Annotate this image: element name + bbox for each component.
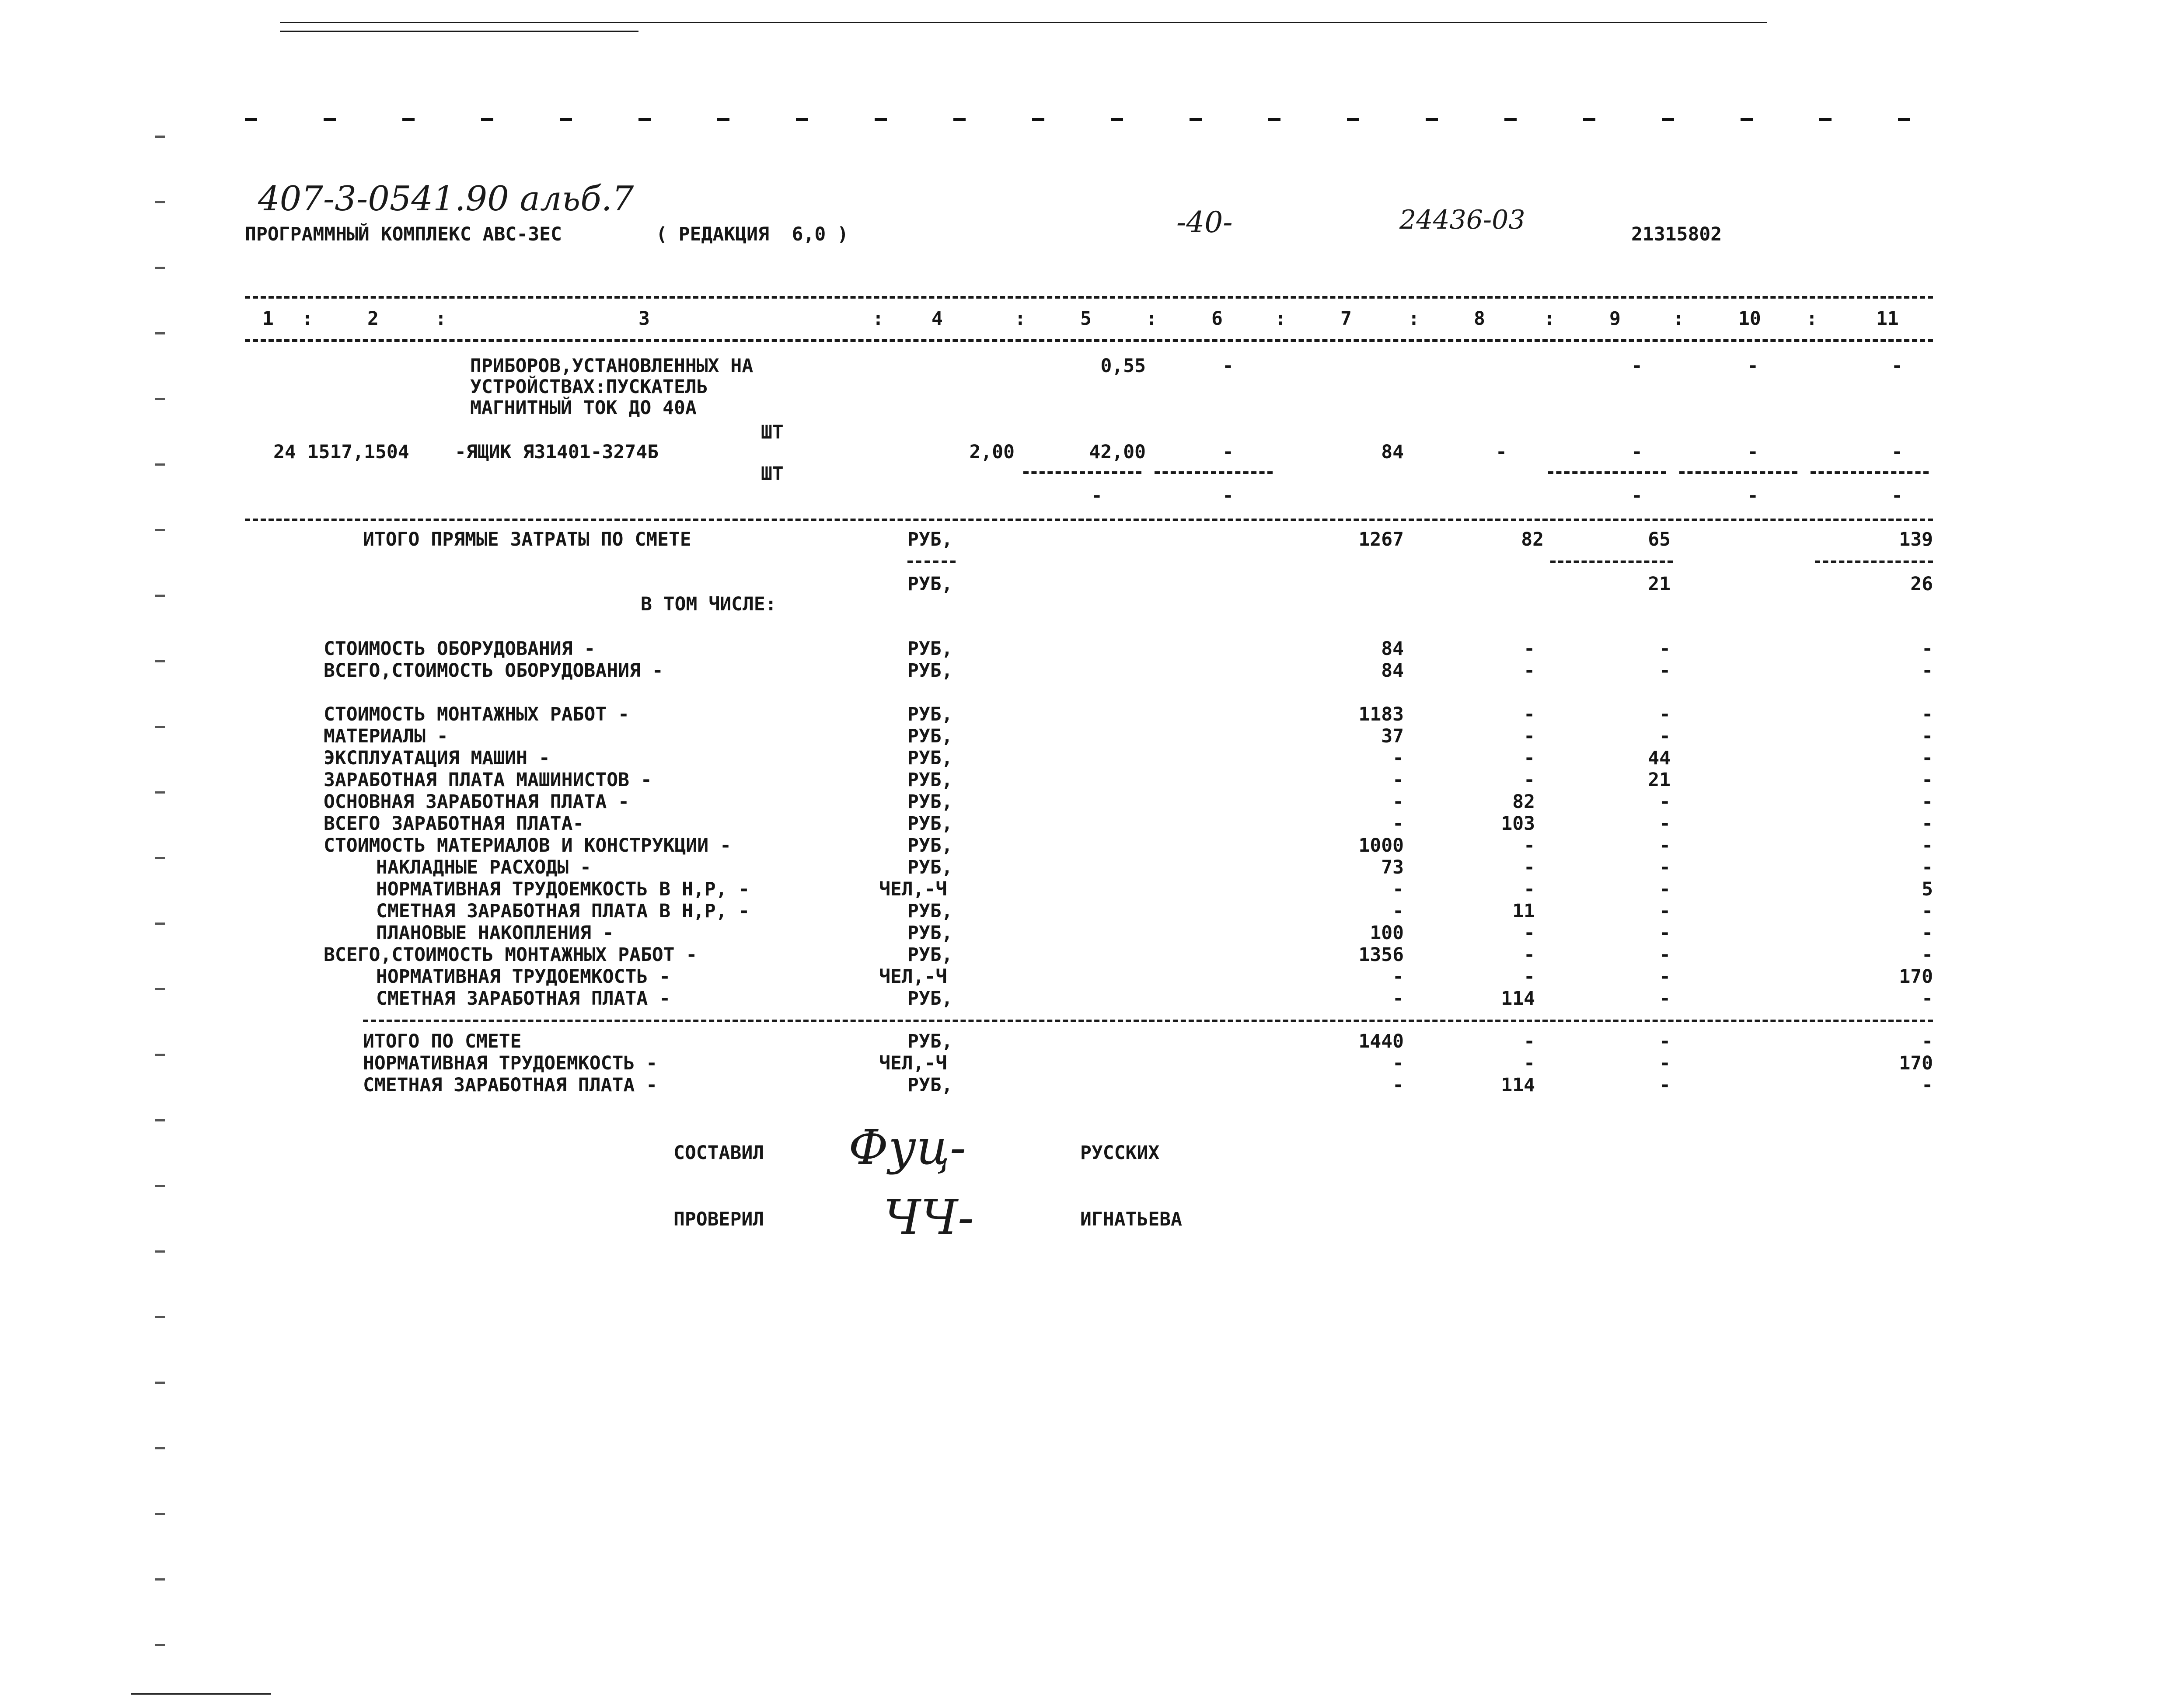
margin-mark bbox=[155, 1185, 165, 1187]
margin-mark bbox=[155, 1250, 165, 1253]
row-c11: - bbox=[1922, 791, 1933, 813]
column-header-11: 11 bbox=[1876, 308, 1899, 330]
header-top-rule bbox=[245, 296, 1933, 299]
row-c7: - bbox=[1392, 878, 1404, 900]
second-unit: РУБ, bbox=[907, 573, 953, 595]
row-c8: - bbox=[1524, 703, 1535, 725]
second-c11: 26 bbox=[1910, 573, 1933, 595]
row-c11: - bbox=[1922, 900, 1933, 922]
row-c11: - bbox=[1922, 747, 1933, 769]
margin-mark bbox=[155, 726, 165, 728]
row-c8: - bbox=[1524, 835, 1535, 856]
row-unit: ЧЕЛ,-Ч bbox=[879, 878, 947, 900]
column-separator: : bbox=[302, 308, 313, 330]
row-label: СМЕТНАЯ ЗАРАБОТНАЯ ПЛАТА - bbox=[363, 1074, 658, 1096]
row-c9: 44 bbox=[1648, 747, 1671, 769]
row-c11: - bbox=[1922, 856, 1933, 878]
column-header-6: 6 bbox=[1211, 308, 1223, 330]
row-c7: - bbox=[1392, 1074, 1404, 1096]
row-c9: - bbox=[1659, 660, 1671, 682]
row-unit: РУБ, bbox=[907, 835, 953, 856]
row-unit: РУБ, bbox=[907, 769, 953, 791]
program-name: ПРОГРАММНЫЙ КОМПЛЕКС АВС-3ЕС bbox=[245, 223, 562, 245]
direct-costs-unit: РУБ, bbox=[907, 529, 953, 550]
row-c11: - bbox=[1922, 835, 1933, 856]
row-c9: - bbox=[1659, 966, 1671, 988]
row-c9: - bbox=[1659, 1074, 1671, 1096]
item-row-name: -ЯЩИК Я31401-3274Б bbox=[455, 441, 659, 463]
row-label: ВСЕГО,СТОИМОСТЬ МОНТАЖНЫХ РАБОТ - bbox=[324, 944, 698, 966]
row-c8: - bbox=[1524, 878, 1535, 900]
column-header-5: 5 bbox=[1080, 308, 1092, 330]
second-c9: 21 bbox=[1648, 573, 1671, 595]
perforation-dash bbox=[1662, 118, 1674, 121]
row-c7: - bbox=[1392, 791, 1404, 813]
row-unit: ЧЕЛ,-Ч bbox=[879, 966, 947, 988]
direct-costs-c9: 65 bbox=[1648, 529, 1671, 550]
dash: - bbox=[1747, 441, 1758, 463]
row-c8: 114 bbox=[1501, 1074, 1535, 1096]
column-separator: : bbox=[435, 308, 447, 330]
perforation-dash bbox=[953, 118, 966, 121]
item-price-1: 0,55 bbox=[1100, 355, 1146, 377]
column-separator: : bbox=[1673, 308, 1684, 330]
rule bbox=[1155, 471, 1273, 474]
row-unit: РУБ, bbox=[907, 638, 953, 660]
row-label: ВСЕГО,СТОИМОСТЬ ОБОРУДОВАНИЯ - bbox=[324, 660, 663, 682]
perforation-dash bbox=[1741, 118, 1753, 121]
row-c11: - bbox=[1922, 1074, 1933, 1096]
row-c8: - bbox=[1524, 966, 1535, 988]
dash: - bbox=[1222, 355, 1234, 377]
margin-mark bbox=[155, 529, 165, 531]
row-label: ПЛАНОВЫЕ НАКОПЛЕНИЯ - bbox=[376, 922, 614, 944]
row-c9: - bbox=[1659, 988, 1671, 1010]
row-c7: - bbox=[1392, 900, 1404, 922]
margin-mark bbox=[155, 791, 165, 794]
row-c9: - bbox=[1659, 922, 1671, 944]
row-c11: - bbox=[1922, 725, 1933, 747]
row-c7: 1183 bbox=[1358, 703, 1404, 725]
row-c8: - bbox=[1524, 856, 1535, 878]
dash: - bbox=[1631, 355, 1643, 377]
column-separator: : bbox=[1408, 308, 1420, 330]
row-c7: - bbox=[1392, 1052, 1404, 1074]
column-header-7: 7 bbox=[1340, 308, 1352, 330]
dash: - bbox=[1747, 355, 1758, 377]
perforation-dash bbox=[1583, 118, 1595, 121]
margin-mark bbox=[155, 1578, 165, 1581]
program-edition: ( РЕДАКЦИЯ 6,0 ) bbox=[656, 223, 849, 245]
row-c8: - bbox=[1524, 944, 1535, 966]
row-label: ЗАРАБОТНАЯ ПЛАТА МАШИНИСТОВ - bbox=[324, 769, 652, 791]
margin-mark bbox=[155, 267, 165, 269]
item-price-2: 42,00 bbox=[1089, 441, 1146, 463]
margin-mark bbox=[155, 857, 165, 859]
margin-mark bbox=[155, 201, 165, 203]
row-unit: РУБ, bbox=[907, 944, 953, 966]
rule bbox=[1548, 471, 1666, 474]
dash: - bbox=[1222, 485, 1234, 507]
direct-costs-label: ИТОГО ПРЯМЫЕ ЗАТРАТЫ ПО СМЕТЕ bbox=[363, 529, 691, 550]
perforation-dash bbox=[402, 118, 415, 121]
margin-mark bbox=[155, 136, 165, 138]
column-header-1: 1 bbox=[262, 308, 274, 330]
row-c8: 114 bbox=[1501, 988, 1535, 1010]
margin-mark bbox=[155, 1447, 165, 1449]
row-unit: РУБ, bbox=[907, 813, 953, 835]
column-separator: : bbox=[1544, 308, 1555, 330]
compiled-name: РУССКИХ bbox=[1080, 1142, 1160, 1164]
column-separator: : bbox=[1275, 308, 1286, 330]
row-c8: 82 bbox=[1512, 791, 1535, 813]
column-header-9: 9 bbox=[1609, 308, 1621, 330]
perforation-dash bbox=[1268, 118, 1280, 121]
rule bbox=[1815, 561, 1933, 563]
perforation-dash bbox=[560, 118, 572, 121]
row-label: СТОИМОСТЬ ОБОРУДОВАНИЯ - bbox=[324, 638, 596, 660]
row-label: НОРМАТИВНАЯ ТРУДОЕМКОСТЬ - bbox=[363, 1052, 658, 1074]
row-c9: - bbox=[1659, 791, 1671, 813]
row-c9: 21 bbox=[1648, 769, 1671, 791]
program-code: 21315802 bbox=[1631, 223, 1722, 245]
row-c8: - bbox=[1524, 1052, 1535, 1074]
column-header-10: 10 bbox=[1738, 308, 1761, 330]
row-c11: - bbox=[1922, 922, 1933, 944]
margin-mark bbox=[155, 1644, 165, 1646]
item-desc-line: МАГНИТНЫЙ ТОК ДО 40А bbox=[470, 397, 697, 419]
checked-signature: ЧЧ- bbox=[883, 1189, 974, 1245]
item-desc-line: УСТРОЙСТВАХ:ПУСКАТЕЛЬ bbox=[470, 376, 708, 398]
item-unit-1: ШТ bbox=[761, 421, 784, 443]
top-rule-2 bbox=[280, 31, 638, 32]
row-label: НОРМАТИВНАЯ ТРУДОЕМКОСТЬ В Н,Р, - bbox=[376, 878, 750, 900]
row-c11: - bbox=[1922, 660, 1933, 682]
margin-mark bbox=[155, 1316, 165, 1318]
checked-name: ИГНАТЬЕВА bbox=[1080, 1208, 1182, 1230]
row-label: НОРМАТИВНАЯ ТРУДОЕМКОСТЬ - bbox=[376, 966, 671, 988]
margin-mark bbox=[155, 595, 165, 597]
perforation-dash bbox=[717, 118, 729, 121]
margin-mark bbox=[155, 660, 165, 662]
row-label: ВСЕГО ЗАРАБОТНАЯ ПЛАТА- bbox=[324, 813, 584, 835]
row-unit: РУБ, bbox=[907, 922, 953, 944]
rule bbox=[907, 561, 956, 563]
row-label: ОСНОВНАЯ ЗАРАБОТНАЯ ПЛАТА - bbox=[324, 791, 629, 813]
margin-mark bbox=[155, 1513, 165, 1515]
rule bbox=[1023, 471, 1141, 474]
row-c11: 170 bbox=[1899, 966, 1933, 988]
row-c8: 103 bbox=[1501, 813, 1535, 835]
dash: - bbox=[1496, 441, 1507, 463]
perforation-dash bbox=[638, 118, 651, 121]
margin-mark bbox=[155, 332, 165, 334]
row-c9: - bbox=[1659, 1031, 1671, 1052]
row-c7: - bbox=[1392, 966, 1404, 988]
perforation-dash bbox=[1111, 118, 1123, 121]
margin-mark bbox=[155, 1054, 165, 1056]
row-c11: - bbox=[1922, 813, 1933, 835]
row-c8: - bbox=[1524, 769, 1535, 791]
rule bbox=[1550, 561, 1673, 563]
row-c11: - bbox=[1922, 769, 1933, 791]
perforation-dash bbox=[1898, 118, 1910, 121]
perforation-dash bbox=[1426, 118, 1438, 121]
row-unit: РУБ, bbox=[907, 791, 953, 813]
column-separator: : bbox=[872, 308, 884, 330]
direct-costs-c7: 1267 bbox=[1358, 529, 1404, 550]
row-c8: - bbox=[1524, 638, 1535, 660]
margin-mark bbox=[155, 1382, 165, 1384]
row-c9: - bbox=[1659, 856, 1671, 878]
including-label: В ТОМ ЧИСЛЕ: bbox=[641, 593, 777, 615]
item-quantity: 2,00 bbox=[969, 441, 1015, 463]
row-c7: 1000 bbox=[1358, 835, 1404, 856]
row-c11: - bbox=[1922, 988, 1933, 1010]
row-label: СМЕТНАЯ ЗАРАБОТНАЯ ПЛАТА - bbox=[376, 988, 671, 1010]
row-label: СТОИМОСТЬ МАТЕРИАЛОВ И КОНСТРУКЦИИ - bbox=[324, 835, 731, 856]
item-desc-line: ПРИБОРОВ,УСТАНОВЛЕННЫХ НА bbox=[470, 355, 754, 377]
row-c8: - bbox=[1524, 922, 1535, 944]
perforation-dash bbox=[324, 118, 336, 121]
row-c9: - bbox=[1659, 878, 1671, 900]
row-label: ЭКСПЛУАТАЦИЯ МАШИН - bbox=[324, 747, 550, 769]
row-c9: - bbox=[1659, 703, 1671, 725]
item-row-code: 24 1517,1504 bbox=[273, 441, 409, 463]
row-unit: РУБ, bbox=[907, 660, 953, 682]
row-c7: - bbox=[1392, 988, 1404, 1010]
perforation-dash bbox=[796, 118, 808, 121]
row-c11: 170 bbox=[1899, 1052, 1933, 1074]
row-label: СМЕТНАЯ ЗАРАБОТНАЯ ПЛАТА В Н,Р, - bbox=[376, 900, 750, 922]
margin-mark bbox=[155, 463, 165, 466]
margin-mark bbox=[155, 923, 165, 925]
row-c9: - bbox=[1659, 1052, 1671, 1074]
row-c7: - bbox=[1392, 747, 1404, 769]
row-label: ИТОГО ПО СМЕТЕ bbox=[363, 1031, 522, 1052]
item-unit-2: ШТ bbox=[761, 463, 784, 485]
perforation-dash bbox=[245, 118, 257, 121]
column-separator: : bbox=[1015, 308, 1026, 330]
row-c7: 1440 bbox=[1358, 1031, 1404, 1052]
dash: - bbox=[1631, 485, 1643, 507]
row-unit: РУБ, bbox=[907, 725, 953, 747]
row-c7: 100 bbox=[1370, 922, 1404, 944]
row-c8: - bbox=[1524, 725, 1535, 747]
margin-mark bbox=[155, 1119, 165, 1121]
row-c7: 37 bbox=[1381, 725, 1404, 747]
row-c8: - bbox=[1524, 660, 1535, 682]
row-c7: 73 bbox=[1381, 856, 1404, 878]
row-unit: РУБ, bbox=[907, 1074, 953, 1096]
column-header-8: 8 bbox=[1474, 308, 1485, 330]
handwritten-doc-number: 24436-03 bbox=[1399, 205, 1525, 235]
row-c11: - bbox=[1922, 1031, 1933, 1052]
totals-top-rule bbox=[245, 519, 1933, 521]
direct-costs-c8: 82 bbox=[1521, 529, 1544, 550]
rule bbox=[1811, 471, 1929, 474]
row-unit: РУБ, bbox=[907, 747, 953, 769]
dash: - bbox=[1891, 441, 1903, 463]
compiled-label: СОСТАВИЛ bbox=[673, 1142, 764, 1164]
row-unit: РУБ, bbox=[907, 703, 953, 725]
column-header-4: 4 bbox=[932, 308, 943, 330]
perforation-dash bbox=[1819, 118, 1832, 121]
row-c9: - bbox=[1659, 835, 1671, 856]
row-label: НАКЛАДНЫЕ РАСХОДЫ - bbox=[376, 856, 591, 878]
row-c7: 84 bbox=[1381, 638, 1404, 660]
margin-mark bbox=[155, 988, 165, 990]
dash: - bbox=[1747, 485, 1758, 507]
row-unit: РУБ, bbox=[907, 988, 953, 1010]
row-c9: - bbox=[1659, 725, 1671, 747]
row-c9: - bbox=[1659, 900, 1671, 922]
row-label: СТОИМОСТЬ МОНТАЖНЫХ РАБОТ - bbox=[324, 703, 629, 725]
compiled-signature: Фуц- bbox=[848, 1119, 966, 1175]
column-separator: : bbox=[1146, 308, 1157, 330]
row-unit: РУБ, bbox=[907, 856, 953, 878]
column-header-2: 2 bbox=[367, 308, 379, 330]
row-c8: - bbox=[1524, 747, 1535, 769]
column-header-3: 3 bbox=[638, 308, 650, 330]
row-c11: - bbox=[1922, 703, 1933, 725]
row-c9: - bbox=[1659, 638, 1671, 660]
handwritten-doc-code: 407-3-0541.90 альб.7 bbox=[258, 179, 634, 219]
handwritten-page-number: -40- bbox=[1176, 205, 1233, 239]
dash: - bbox=[1222, 441, 1234, 463]
row-c8: 11 bbox=[1512, 900, 1535, 922]
row-c8: - bbox=[1524, 1031, 1535, 1052]
row-c11: - bbox=[1922, 638, 1933, 660]
row-label: МАТЕРИАЛЫ - bbox=[324, 725, 448, 747]
dash: - bbox=[1631, 441, 1643, 463]
top-rule bbox=[280, 22, 1767, 23]
row-c7: 84 bbox=[1381, 660, 1404, 682]
row-c11: - bbox=[1922, 944, 1933, 966]
perforation-dash bbox=[481, 118, 493, 121]
margin-mark bbox=[155, 398, 165, 400]
row-unit: ЧЕЛ,-Ч bbox=[879, 1052, 947, 1074]
row-c9: - bbox=[1659, 944, 1671, 966]
perforation-dash bbox=[1190, 118, 1202, 121]
row-unit: РУБ, bbox=[907, 900, 953, 922]
row-c9: - bbox=[1659, 813, 1671, 835]
dash: - bbox=[1891, 355, 1903, 377]
row-c11: 5 bbox=[1922, 878, 1933, 900]
dash: - bbox=[1891, 485, 1903, 507]
row-c7: 1356 bbox=[1358, 944, 1404, 966]
perforation-dash bbox=[1032, 118, 1044, 121]
perforation-dash bbox=[1504, 118, 1517, 121]
bottom-rule bbox=[131, 1693, 271, 1695]
checked-label: ПРОВЕРИЛ bbox=[673, 1208, 764, 1230]
row-unit: РУБ, bbox=[907, 1031, 953, 1052]
item-col7: 84 bbox=[1381, 441, 1404, 463]
row-c7: - bbox=[1392, 813, 1404, 835]
dash: - bbox=[1091, 485, 1102, 507]
header-bottom-rule bbox=[245, 339, 1933, 342]
perforation-dash bbox=[1347, 118, 1359, 121]
direct-costs-c11: 139 bbox=[1899, 529, 1933, 550]
column-separator: : bbox=[1806, 308, 1818, 330]
row-c7: - bbox=[1392, 769, 1404, 791]
final-top-rule bbox=[363, 1020, 1933, 1022]
perforation-dash bbox=[875, 118, 887, 121]
rule bbox=[1679, 471, 1797, 474]
